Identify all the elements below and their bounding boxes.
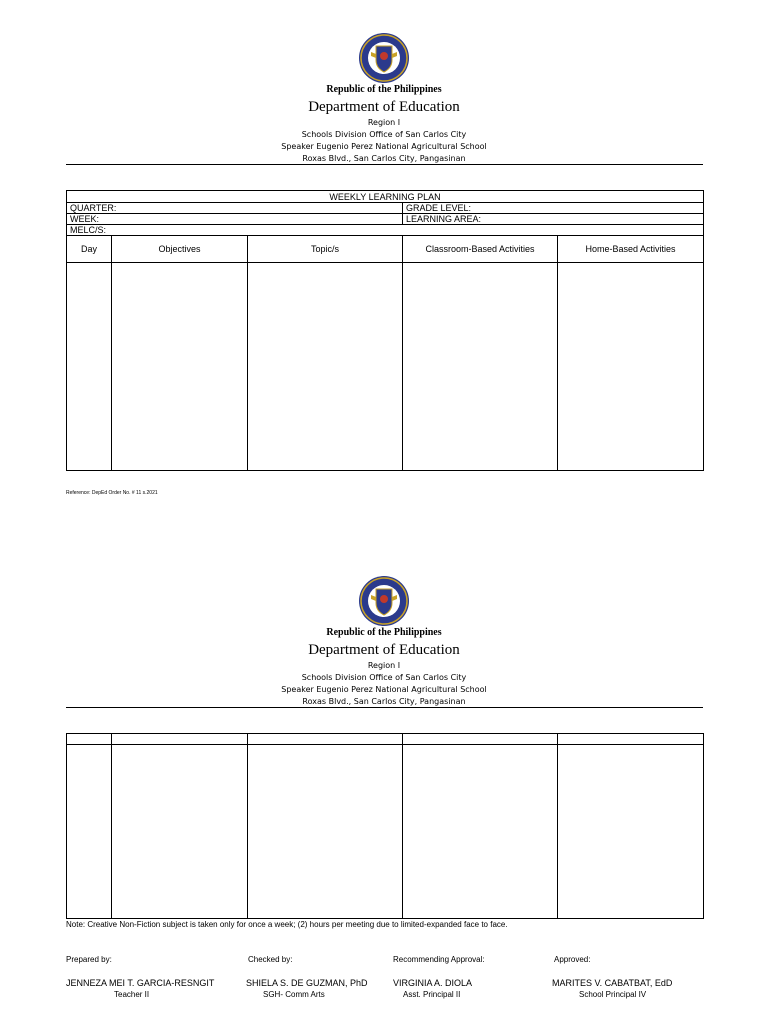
- header-divider: [66, 707, 703, 708]
- republic-text: Republic of the Philippines: [326, 84, 442, 95]
- checker-name: SHIELA S. DE GUZMAN, PhD: [246, 978, 368, 988]
- republic-text: Republic of the Philippines: [326, 627, 442, 638]
- address-text: Roxas Blvd., San Carlos City, Pangasinan: [302, 154, 466, 163]
- home-activities-cell: [558, 745, 704, 919]
- department-title: Department of Education: [308, 99, 460, 115]
- classroom-activities-cell: [403, 734, 558, 745]
- week-label: WEEK:: [67, 214, 403, 225]
- day-cell: [67, 745, 112, 919]
- table-row: [67, 745, 704, 919]
- header-divider: [66, 164, 703, 165]
- division-text: Schools Division Office of San Carlos City: [301, 673, 467, 682]
- column-header-home-activities: Home-Based Activities: [558, 236, 704, 263]
- reference-text: Reference: DepEd Order No. # 11 s.2021: [66, 490, 158, 496]
- checked-by-label: Checked by:: [248, 955, 293, 964]
- objectives-cell: [112, 734, 248, 745]
- recommender-name: VIRGINIA A. DIOLA: [393, 978, 473, 988]
- objectives-cell: [112, 263, 248, 471]
- quarter-label: QUARTER:: [67, 203, 403, 214]
- deped-seal: [358, 32, 410, 84]
- column-header-topics: Topic/s: [248, 236, 403, 263]
- melcs-label: MELC/S:: [67, 225, 704, 236]
- region-text: Region I: [367, 661, 401, 670]
- recommending-approval-label: Recommending Approval:: [393, 955, 485, 964]
- plan-title: WEEKLY LEARNING PLAN: [67, 191, 704, 203]
- department-title: Department of Education: [308, 642, 460, 658]
- topics-cell: [248, 734, 403, 745]
- table-row: [67, 263, 704, 471]
- objectives-cell: [112, 745, 248, 919]
- home-activities-cell: [558, 734, 704, 745]
- preparer-name: JENNEZA MEI T. GARCIA-RESNGIT: [66, 978, 215, 988]
- checker-role: SGH- Comm Arts: [263, 990, 325, 999]
- weekly-learning-plan-table: [66, 190, 704, 471]
- region-text: Region I: [367, 118, 401, 127]
- division-text: Schools Division Office of San Carlos City: [301, 130, 467, 139]
- home-activities-cell: [558, 263, 704, 471]
- classroom-activities-cell: [403, 263, 558, 471]
- column-header-objectives: Objectives: [112, 236, 248, 263]
- topics-cell: [248, 745, 403, 919]
- deped-seal: [358, 575, 410, 627]
- grade-level-label: GRADE LEVEL:: [403, 203, 704, 214]
- day-cell: [67, 263, 112, 471]
- learning-area-label: LEARNING AREA:: [403, 214, 704, 225]
- weekly-learning-plan-table-continued: [66, 733, 704, 919]
- school-text: Speaker Eugenio Perez National Agricultural School: [281, 142, 487, 151]
- recommender-role: Asst. Principal II: [403, 990, 461, 999]
- day-cell: [67, 734, 112, 745]
- column-header-day: Day: [67, 236, 112, 263]
- preparer-role: Teacher II: [114, 990, 150, 999]
- column-header-classroom-activities: Classroom-Based Activities: [403, 236, 558, 263]
- approver-name: MARITES V. CABATBAT, EdD: [552, 978, 673, 988]
- prepared-by-label: Prepared by:: [66, 955, 112, 964]
- approved-label: Approved:: [554, 955, 591, 964]
- classroom-activities-cell: [403, 745, 558, 919]
- address-text: Roxas Blvd., San Carlos City, Pangasinan: [302, 697, 466, 706]
- note-text: Note: Creative Non-Fiction subject is taken only for once a week; (2) hours per meeting due to limited-expanded face to face.: [66, 920, 508, 929]
- approver-role: School Principal IV: [579, 990, 647, 999]
- school-text: Speaker Eugenio Perez National Agricultural School: [281, 685, 487, 694]
- topics-cell: [248, 263, 403, 471]
